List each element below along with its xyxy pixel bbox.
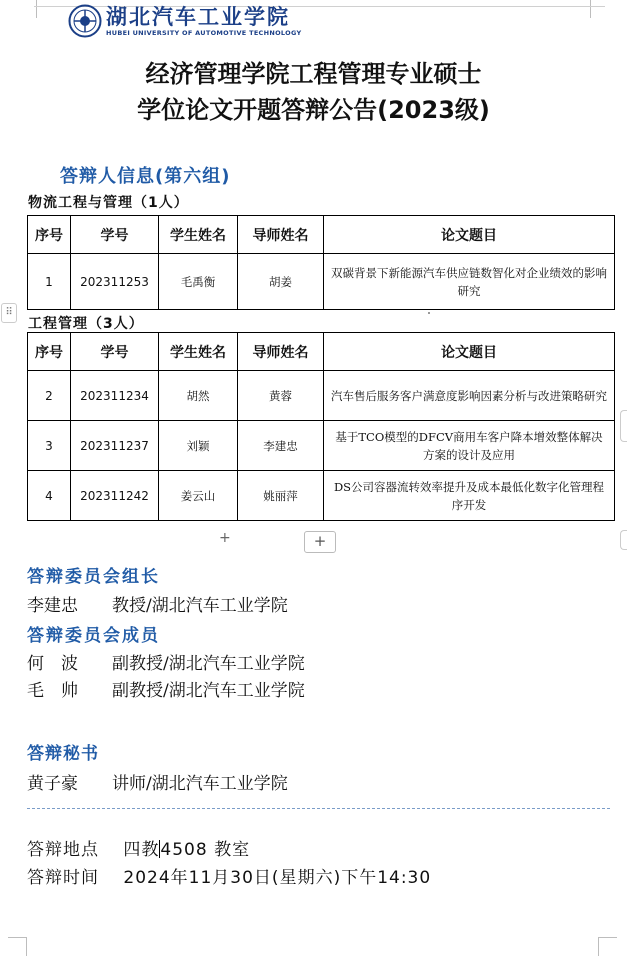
cursor-dot (428, 312, 430, 314)
cell-no: 2 (28, 371, 71, 421)
cell-topic: 基于TCO模型的DFCV商用车客户降本增效整体解决方案的设计及应用 (324, 421, 615, 471)
cell-no: 1 (28, 254, 71, 310)
cell-advisor: 姚丽萍 (238, 471, 324, 521)
group-name-engineering: 工程管理（3人） (28, 316, 144, 332)
cell-advisor: 胡姜 (238, 254, 324, 310)
time-label: 答辩时间 (27, 868, 99, 888)
person-title: 教授/湖北汽车工业学院 (112, 596, 288, 616)
committee-members-label: 答辩委员会成员 (27, 626, 160, 646)
person-name: 毛 帅 (27, 681, 78, 701)
table-row (28, 254, 615, 310)
cell-student: 毛禹衡 (159, 254, 238, 310)
committee-member (27, 649, 305, 674)
secretary (27, 769, 288, 794)
table-engineering (27, 332, 615, 521)
cell-no: 3 (28, 421, 71, 471)
logo-name-cn: 湖北汽车工业学院 (106, 3, 290, 29)
committee-leader (27, 591, 288, 616)
cell-advisor: 李建忠 (238, 421, 324, 471)
secretary-label: 答辩秘书 (27, 744, 99, 764)
section-defendant-info: 答辩人信息(第六组) (60, 166, 231, 187)
group-name-logistics: 物流工程与管理（1人） (28, 195, 189, 211)
header-student: 学生姓名 (159, 333, 238, 371)
header-id: 学号 (71, 216, 159, 254)
venue-value-post: 4508 教室 (160, 840, 251, 860)
person-title: 副教授/湖北汽车工业学院 (112, 681, 305, 701)
person-name: 黄子豪 (27, 774, 78, 794)
page-corner-mark (8, 937, 27, 956)
university-logo (68, 4, 301, 38)
header-advisor: 导师姓名 (238, 333, 324, 371)
cell-topic: 汽车售后服务客户满意度影响因素分析与改进策略研究 (324, 371, 615, 421)
page-title-line-2: 学位论文开题答辩公告(2023级) (137, 96, 490, 124)
add-column-icon[interactable]: + (219, 530, 231, 546)
venue-value-pre: 四教 (123, 840, 160, 860)
header-advisor: 导师姓名 (238, 216, 324, 254)
header-id: 学号 (71, 333, 159, 371)
committee-leader-label: 答辩委员会组长 (27, 567, 160, 587)
page-corner-mark (590, 0, 609, 18)
table-header-row (28, 333, 615, 371)
time-value: 2024年11月30日(星期六)下午14:30 (123, 868, 432, 888)
logo-name-en: HUBEI UNIVERSITY OF AUTOMOTIVE TECHNOLOGY (106, 28, 302, 37)
university-emblem-icon (68, 4, 102, 38)
person-title: 讲师/湖北汽车工业学院 (112, 774, 288, 794)
person-title: 副教授/湖北汽车工业学院 (112, 654, 305, 674)
committee-member (27, 676, 305, 701)
cell-student: 姜云山 (159, 471, 238, 521)
header-no: 序号 (28, 333, 71, 371)
table-row (28, 371, 615, 421)
table-header-row (28, 216, 615, 254)
venue-line (27, 835, 250, 860)
cell-advisor: 黄蓉 (238, 371, 324, 421)
dashed-divider (27, 808, 610, 809)
header-topic: 论文题目 (324, 333, 615, 371)
table-row (28, 471, 615, 521)
cell-id: 202311253 (71, 254, 159, 310)
cell-student: 刘颖 (159, 421, 238, 471)
page-corner-mark (18, 0, 37, 18)
add-row-button[interactable]: + (304, 531, 336, 553)
cell-topic: DS公司容器流转效率提升及成本最低化数字化管理程序开发 (324, 471, 615, 521)
table-move-handle[interactable]: ⠿ (1, 303, 17, 323)
page-edge-tab[interactable] (620, 410, 627, 442)
venue-label: 答辩地点 (27, 840, 99, 860)
person-name: 何 波 (27, 654, 78, 674)
cell-id: 202311234 (71, 371, 159, 421)
header-topic: 论文题目 (324, 216, 615, 254)
page-title-line-1: 经济管理学院工程管理专业硕士 (145, 60, 482, 88)
header-no: 序号 (28, 216, 71, 254)
header-student: 学生姓名 (159, 216, 238, 254)
page-edge-tab[interactable] (620, 530, 627, 550)
time-line (27, 863, 431, 888)
cell-id: 202311242 (71, 471, 159, 521)
person-name: 李建忠 (27, 596, 78, 616)
page-corner-mark (598, 937, 617, 956)
table-logistics (27, 215, 615, 310)
cell-id: 202311237 (71, 421, 159, 471)
cell-student: 胡然 (159, 371, 238, 421)
cell-topic: 双碳背景下新能源汽车供应链数智化对企业绩效的影响研究 (324, 254, 615, 310)
cell-no: 4 (28, 471, 71, 521)
table-row (28, 421, 615, 471)
